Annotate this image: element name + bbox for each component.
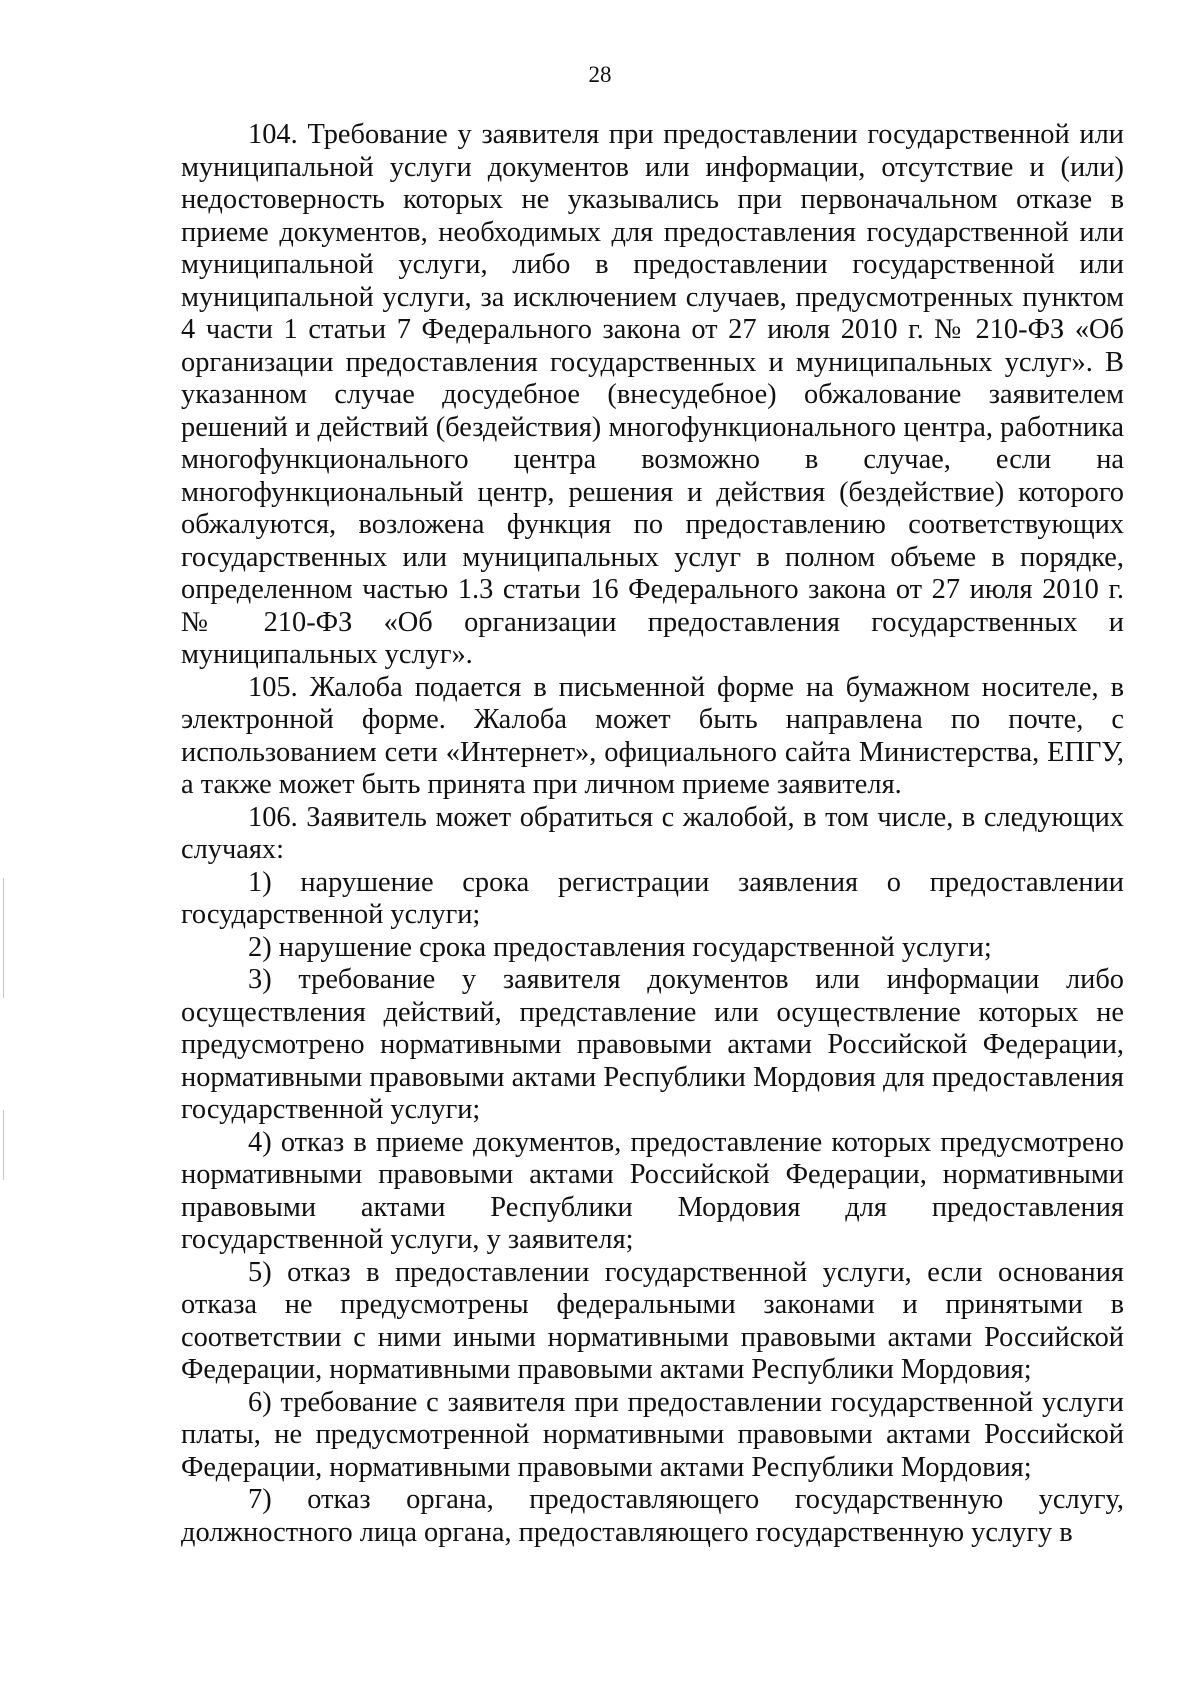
list-item-3: 3) требование у заявителя документов или информации либо осуществления действий, представление или осуществление которых не предусмотрено нормативными правовыми актами Российской Федерации, нормативными правовыми актами Республики Мордовия для предоставления государственной услуги; [181, 964, 1124, 1125]
document-body [181, 119, 1124, 1549]
scan-margin-mark [3, 878, 4, 998]
paragraph-104: 104. Требование у заявителя при предоставлении государственной или муниципальной услуги документов или информации, отсутствие и (или) недостоверность которых не указывались при первоначальном отказе в приеме документов, необходимых для предоставления государственной или муниципальной услуги, либо в предоставлении государственной или муниципальной услуги, за исключением случаев, предусмотренных пунктом 4 части 1 статьи 7 Федерального закона от 27 июля 2010 г. № 210-ФЗ «Об организации предоставления государственных и муниципальных услуг». В указанном случае досудебное (внесудебное) обжалование заявителем решений и действий (бездействия) многофункционального центра, работника многофункционального центра возможно в случае, если на многофункциональный центр, решения и действия (бездействие) которого обжалуются, возложена функция по предоставлению соответствующих государственных или муниципальных услуг в полном объеме в порядке, определенном частью 1.3 статьи 16 Федерального закона от 27 июля 2010 г. № 210-ФЗ «Об организации предоставления государственных и муниципальных услуг». [181, 119, 1124, 670]
list-item-7: 7) отказ органа, предоставляющего государственную услугу, должностного лица органа, предоставляющего государственную услугу в [181, 1484, 1124, 1548]
list-item-6: 6) требование с заявителя при предоставлении государственной услуги платы, не предусмотренной нормативными правовыми актами Российской Федерации, нормативными правовыми актами Республики Мордовия; [181, 1386, 1124, 1483]
paragraph-106: 106. Заявитель может обратиться с жалобой, в том числе, в следующих случаях: [181, 801, 1124, 865]
page-number: 28 [588, 62, 612, 87]
list-item-5: 5) отказ в предоставлении государственной услуги, если основания отказа не предусмотрены федеральными законами и принятыми в соответствии с ними иными нормативными правовыми актами Российской Федерации, нормативными правовыми актами Республики Мордовия; [181, 1256, 1124, 1385]
list-item-4: 4) отказ в приеме документов, предоставление которых предусмотрено нормативными правовыми актами Российской Федерации, нормативными правовыми актами Республики Мордовия для предоставления государственной услуги, у заявителя; [181, 1126, 1124, 1255]
list-item-1: 1) нарушение срока регистрации заявления о предоставлении государственной услуги; [181, 866, 1124, 930]
list-item-2: 2) нарушение срока предоставления государственной услуги; [248, 931, 992, 963]
scan-margin-mark [3, 1110, 4, 1180]
paragraph-105: 105. Жалоба подается в письменной форме на бумажном носителе, в электронной форме. Жалоба может быть направлена по почте, с использованием сети «Интернет», официального сайта Министерства, ЕПГУ, а также может быть принята при личном приеме заявителя. [181, 671, 1124, 800]
